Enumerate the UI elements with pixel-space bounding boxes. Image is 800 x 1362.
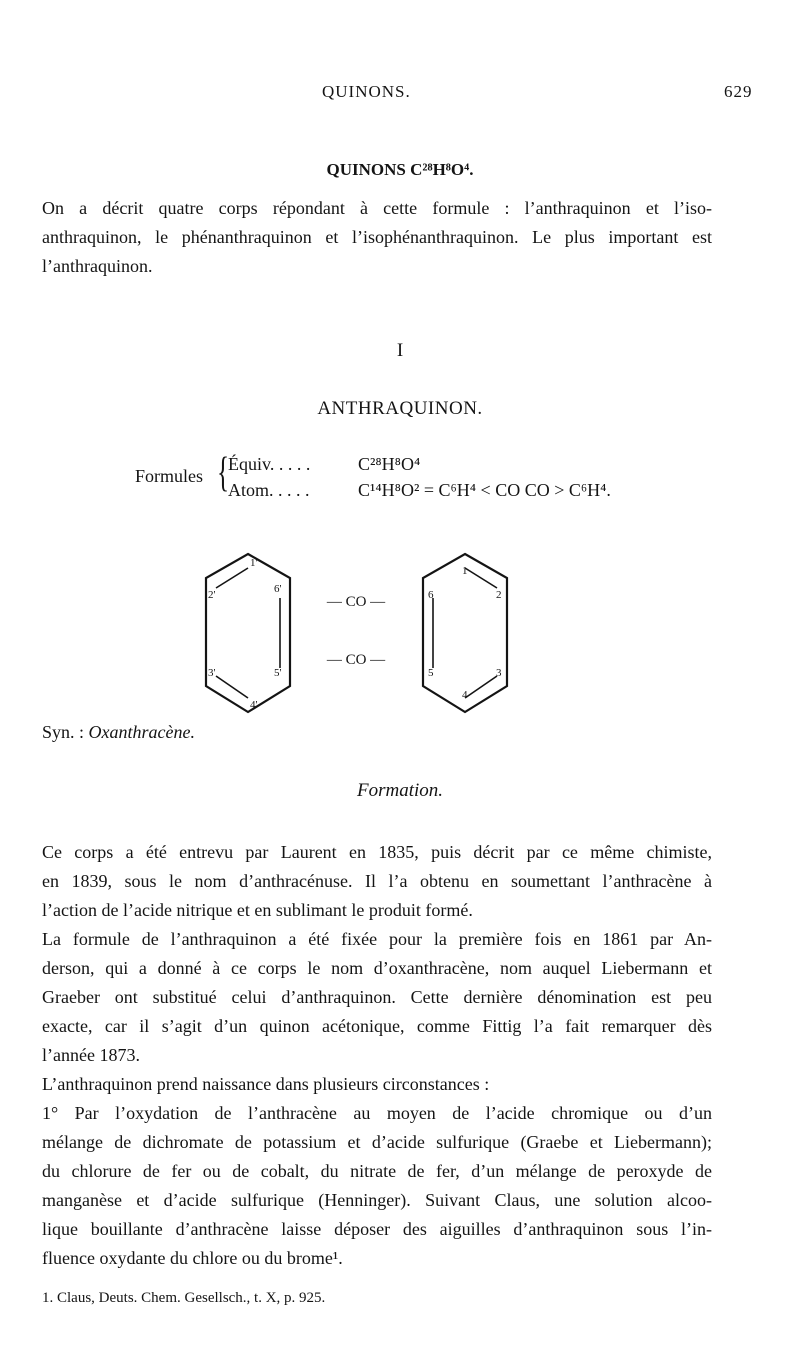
bridge-top-label: — CO — (326, 594, 386, 610)
text-line: lique bouillante d’anthracène laisse déposer des aiguilles d’anthraquinon sous l’in- (42, 1219, 712, 1239)
text-line: L’anthraquinon prend naissance dans plusieurs circonstances : (42, 1074, 490, 1094)
text-line: l’anthraquinon. (42, 256, 153, 276)
left-position-5: 5' (274, 667, 282, 679)
paragraph-1 (42, 838, 712, 925)
left-position-3: 3' (208, 667, 216, 679)
text-line: Ce corps a été entrevu par Laurent en 1835, puis décrit par ce même chimiste, (42, 842, 712, 862)
text-line: anthraquinon, le phénanthraquinon et l’isophénanthraquinon. Le plus important est (42, 227, 712, 247)
text-line: en 1839, sous le nom d’anthracénuse. Il l’a obtenu en soumettant l’anthracène à (42, 871, 712, 891)
right-position-5: 5 (428, 667, 434, 679)
right-position-4: 4 (462, 689, 468, 701)
left-position-4: 4' (250, 699, 258, 711)
intro-paragraph (42, 194, 712, 281)
part-number: I (396, 340, 404, 361)
equiv-value: C²⁸H⁸O⁴ (358, 454, 421, 474)
text-line: derson, qui a donné à ce corps le nom d’oxanthracène, nom auquel Liebermann et (42, 958, 712, 978)
text-line: l’action de l’acide nitrique et en sublimant le produit formé. (42, 900, 473, 920)
left-position-2: 2' (208, 589, 216, 601)
paragraph-4 (42, 1099, 712, 1273)
atom-value: C¹⁴H⁸O² = C⁶H⁴ < CO CO > C⁶H⁴. (358, 480, 611, 500)
text-line: exacte, car il s’agit d’un quinon acétonique, comme Fittig l’a fait remarquer dès (42, 1016, 712, 1036)
text-line: du chlorure de fer ou de cobalt, du nitrate de fer, d’un mélange de peroxyde de (42, 1161, 712, 1181)
formation-title: Formation. (356, 780, 444, 801)
text-line: fluence oxydante du chlore ou du brome¹. (42, 1248, 343, 1268)
atom-label: Atom. . . . . (228, 480, 310, 500)
paragraph-2 (42, 925, 712, 1070)
text-line: On a décrit quatre corps répondant à cette formule : l’anthraquinon et l’iso- (42, 198, 712, 218)
formulas-label: Formules (135, 466, 204, 486)
equiv-label: Équiv. . . . . (228, 454, 311, 474)
right-position-3: 3 (496, 667, 502, 679)
running-title: QUINONS. (322, 82, 411, 101)
page-number: 629 (724, 82, 753, 101)
bridge-bottom-label: — CO — (326, 652, 386, 668)
right-position-6: 6 (428, 589, 434, 601)
paragraph-3 (42, 1070, 712, 1099)
synonym-label: Syn. : (42, 722, 85, 742)
text-line: 1° Par l’oxydation de l’anthracène au moyen de l’acide chromique ou d’un (42, 1103, 712, 1123)
synonym-value: Oxanthracène. (88, 722, 195, 742)
text-line: l’année 1873. (42, 1045, 140, 1065)
right-position-1: 1 (462, 565, 468, 577)
text-line: manganèse et d’acide sulfurique (Henninger). Suivant Claus, une solution alcoo- (42, 1190, 712, 1210)
left-position-6: 6' (274, 583, 282, 595)
left-position-1: 1' (250, 557, 258, 569)
footnote: 1. Claus, Deuts. Chem. Gesellsch., t. X, p. 925. (42, 1290, 326, 1306)
text-line: Graeber ont substitué celui d’anthraquinon. Cette dernière dénomination est peu (42, 987, 712, 1007)
section-title: QUINONS C²⁸H⁸O⁴. (326, 160, 474, 179)
part-title: ANTHRAQUINON. (317, 398, 483, 419)
text-line: La formule de l’anthraquinon a été fixée pour la première fois en 1861 par An- (42, 929, 712, 949)
text-line: mélange de dichromate de potassium et d’acide sulfurique (Graebe et Liebermann); (42, 1132, 712, 1152)
brace-icon: { (217, 450, 230, 496)
left-benzene-ring (206, 554, 290, 712)
anthraquinone-structure-diagram (190, 548, 540, 730)
right-position-2: 2 (496, 589, 502, 601)
synonym-line (42, 722, 195, 743)
